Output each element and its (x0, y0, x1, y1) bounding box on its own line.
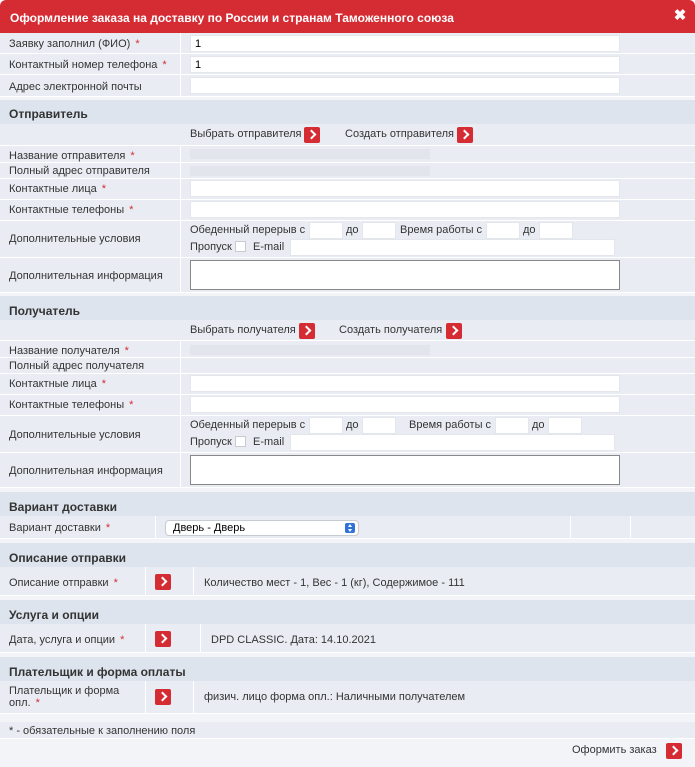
service-section-header (0, 600, 695, 624)
phone-input[interactable] (190, 56, 620, 73)
create-receiver-arrow-icon[interactable] (446, 323, 462, 339)
shipment-title: Описание отправки (9, 551, 127, 565)
submit-order-arrow-icon[interactable] (666, 743, 682, 759)
receiver-name-value (190, 345, 430, 355)
sender-section-header (0, 100, 695, 124)
receiver-extra-label: Дополнительная информация (9, 465, 163, 477)
service-label: Дата, услуга и опции * (9, 634, 125, 646)
receiver-address-label: Полный адрес получателя (9, 360, 145, 372)
row-sender-address (0, 163, 695, 179)
delivery-select[interactable] (165, 520, 359, 536)
row-email (0, 75, 695, 97)
required-note: * - обязательные к заполнению поля (9, 725, 196, 737)
sender-work-to-input[interactable] (539, 222, 573, 239)
choose-receiver-link[interactable]: Выбрать получателя (190, 324, 296, 336)
filled-by-label: Заявку заполнил (ФИО) * (9, 38, 140, 50)
row-sender-conditions (0, 221, 695, 258)
shipment-summary: Количество мест - 1, Вес - 1 (кг), Содержимое - 111 (204, 577, 465, 589)
sender-email-input[interactable] (290, 239, 615, 256)
row-receiver-conditions (0, 416, 695, 453)
service-edit-arrow-icon[interactable] (155, 631, 171, 647)
receiver-extra-textarea[interactable] (190, 455, 620, 485)
receiver-lunch-from-label: Обеденный перерыв с (190, 419, 306, 431)
payer-label-line1: Плательщик и форма (9, 685, 120, 697)
sender-lunch-to-label: до (346, 224, 359, 236)
row-shipment (0, 567, 695, 596)
create-sender-link[interactable]: Создать отправителя (345, 128, 454, 140)
create-receiver-link[interactable]: Создать получателя (339, 324, 443, 336)
sender-contacts-input[interactable] (190, 180, 620, 197)
delivery-label: Вариант доставки * (9, 522, 111, 534)
dialog-title: Оформление заказа на доставку по России и странам Таможенного союза (10, 11, 454, 25)
row-phone (0, 54, 695, 75)
receiver-work-to-label: до (532, 419, 545, 431)
sender-lunch-from-input[interactable] (309, 222, 343, 239)
sender-address-value (190, 166, 430, 176)
sender-phones-input[interactable] (190, 201, 620, 218)
receiver-lunch-from-input[interactable] (309, 417, 343, 434)
row-required-note (0, 722, 695, 739)
sender-work-to-label: до (523, 224, 536, 236)
sender-pass-label: Пропуск (190, 241, 232, 253)
payer-summary: физич. лицо форма опл.: Наличными получателем (204, 691, 466, 703)
receiver-pass-checkbox[interactable] (235, 436, 246, 447)
receiver-work-from-input[interactable] (495, 417, 529, 434)
sender-name-label: Название отправителя * (9, 150, 135, 162)
filled-by-input[interactable] (190, 35, 620, 52)
sender-address-label: Полный адрес отправителя (9, 165, 150, 177)
payer-edit-arrow-icon[interactable] (155, 689, 171, 705)
delivery-title: Вариант доставки (9, 500, 117, 514)
sender-lunch-from-label: Обеденный перерыв с (190, 224, 306, 236)
sender-pass-checkbox[interactable] (235, 241, 246, 252)
sender-phones-label: Контактные телефоны * (9, 204, 134, 216)
receiver-title: Получатель (9, 304, 80, 318)
email-label: Адрес электронной почты (9, 81, 142, 93)
sender-email-label: E-mail (253, 241, 285, 253)
choose-receiver-arrow-icon[interactable] (299, 323, 315, 339)
receiver-pass-label: Пропуск (190, 436, 232, 448)
delivery-section-header (0, 492, 695, 516)
row-receiver-phones (0, 395, 695, 416)
receiver-email-input[interactable] (290, 434, 615, 451)
row-receiver-actions (0, 320, 695, 341)
shipment-edit-arrow-icon[interactable] (155, 574, 171, 590)
payer-title: Плательщик и форма оплаты (9, 665, 186, 679)
receiver-work-from-label: Время работы с (409, 419, 492, 431)
sender-conditions-label: Дополнительные условия (9, 233, 141, 245)
row-sender-actions (0, 124, 695, 146)
phone-label: Контактный номер телефона * (9, 59, 167, 71)
receiver-phones-input[interactable] (190, 396, 620, 413)
receiver-work-to-input[interactable] (548, 417, 582, 434)
row-receiver-contacts (0, 374, 695, 395)
row-filled-by (0, 33, 695, 54)
receiver-lunch-to-input[interactable] (362, 417, 396, 434)
row-sender-contacts (0, 179, 695, 200)
receiver-contacts-label: Контактные лица * (9, 378, 107, 390)
row-sender-name (0, 146, 695, 163)
shipment-label: Описание отправки * (9, 577, 118, 589)
row-receiver-extra (0, 453, 695, 488)
receiver-phones-label: Контактные телефоны * (9, 399, 134, 411)
receiver-name-label: Название получателя * (9, 345, 129, 357)
delivery-selected-value: Дверь - Дверь (173, 522, 246, 534)
payer-label-line2: опл. * (9, 697, 40, 709)
row-sender-extra (0, 258, 695, 293)
row-receiver-name (0, 341, 695, 358)
row-service (0, 624, 695, 653)
row-payer (0, 681, 695, 714)
shipment-section-header (0, 543, 695, 567)
row-receiver-address (0, 358, 695, 374)
sender-work-from-input[interactable] (486, 222, 520, 239)
create-sender-arrow-icon[interactable] (457, 127, 473, 143)
sender-title: Отправитель (9, 107, 88, 121)
payer-section-header (0, 657, 695, 681)
sender-work-from-label: Время работы с (400, 224, 483, 236)
sender-name-value (190, 149, 430, 159)
sender-lunch-to-input[interactable] (362, 222, 396, 239)
receiver-section-header (0, 296, 695, 320)
service-summary: DPD CLASSIC. Дата: 14.10.2021 (211, 634, 376, 646)
sender-extra-label: Дополнительная информация (9, 270, 163, 282)
row-sender-phones (0, 200, 695, 221)
select-arrows-icon (345, 523, 355, 533)
choose-sender-arrow-icon[interactable] (304, 127, 320, 143)
dialog-footer (0, 739, 695, 767)
receiver-contacts-input[interactable] (190, 375, 620, 392)
submit-order-link[interactable]: Оформить заказ (572, 744, 657, 756)
close-icon[interactable]: ✖ (673, 7, 687, 24)
row-delivery (0, 516, 695, 539)
sender-extra-textarea[interactable] (190, 260, 620, 290)
receiver-lunch-to-label: до (346, 419, 359, 431)
dialog-titlebar (0, 0, 695, 33)
receiver-email-label: E-mail (253, 436, 285, 448)
choose-sender-link[interactable]: Выбрать отправителя (190, 128, 302, 140)
service-title: Услуга и опции (9, 608, 99, 622)
email-input[interactable] (190, 77, 620, 94)
receiver-conditions-label: Дополнительные условия (9, 429, 141, 441)
sender-contacts-label: Контактные лица * (9, 183, 107, 195)
